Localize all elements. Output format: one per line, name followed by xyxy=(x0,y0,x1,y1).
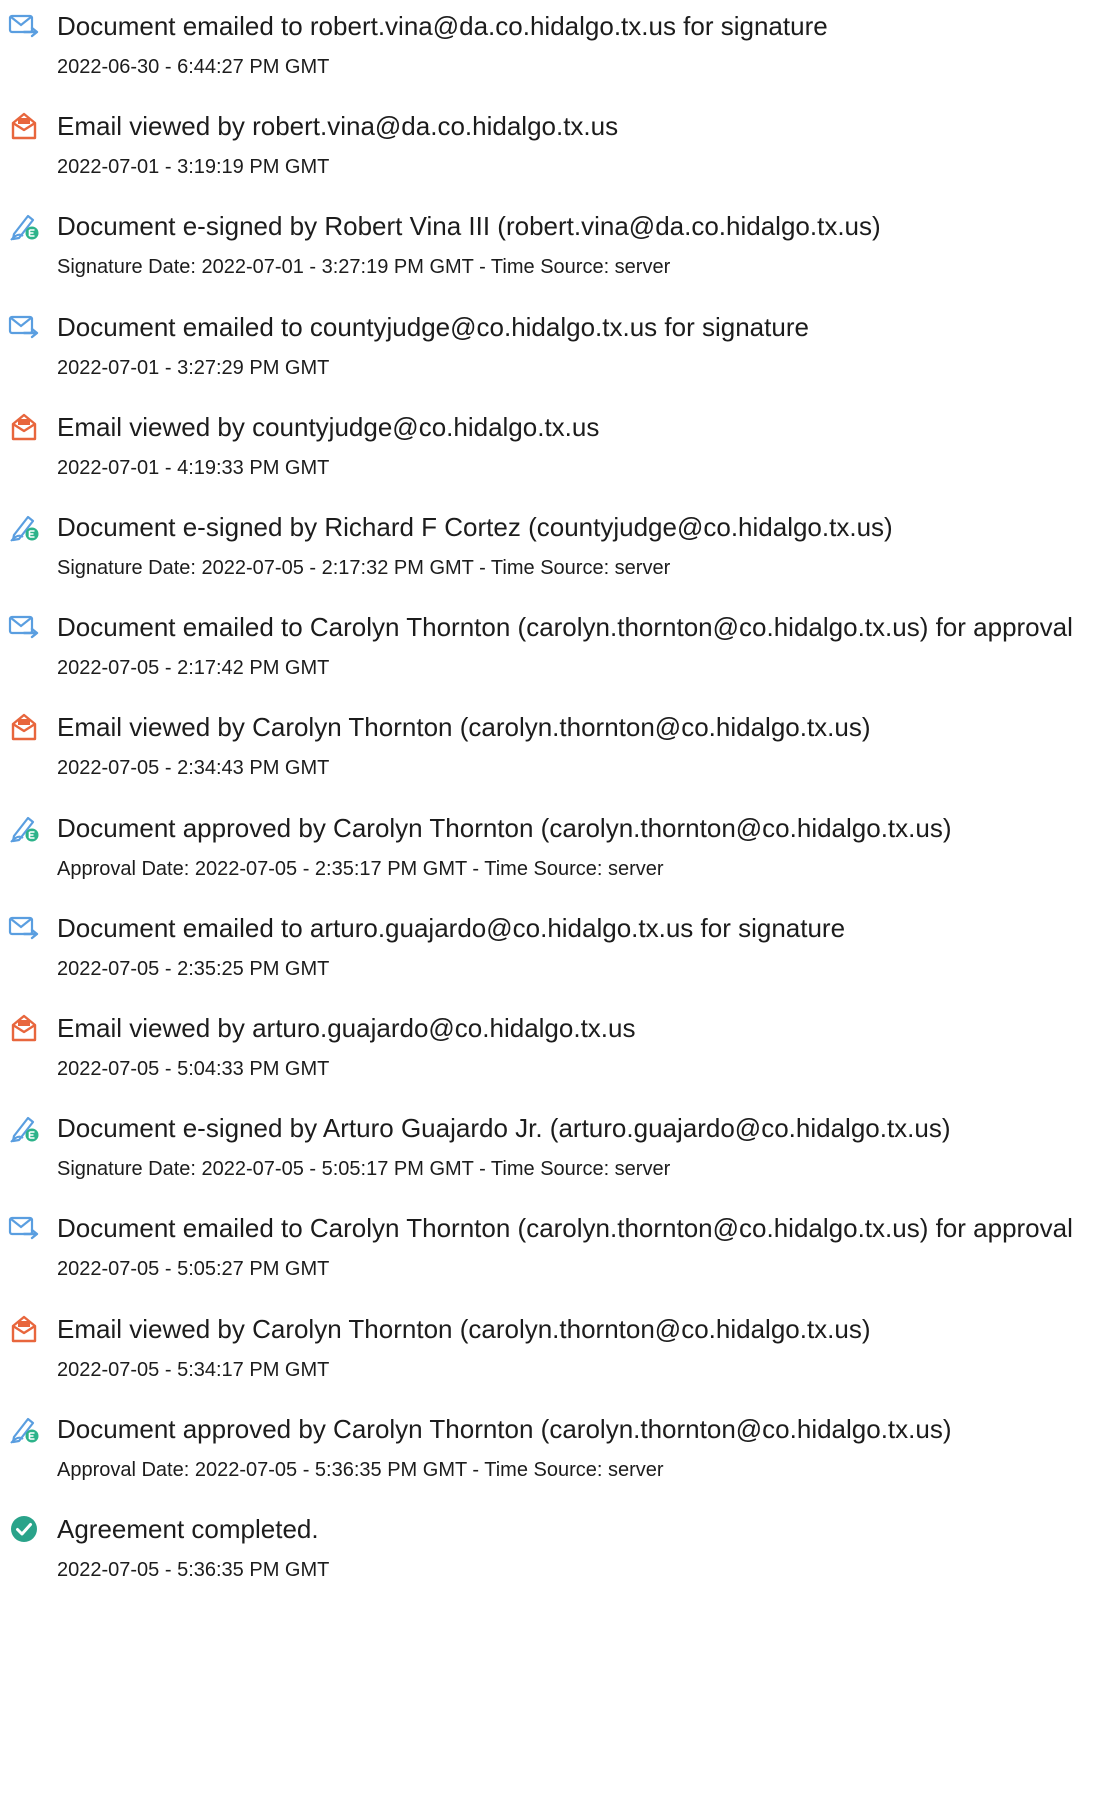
completed-check-icon xyxy=(8,1513,40,1545)
audit-event-emailed xyxy=(0,1206,1100,1306)
audit-event-signed xyxy=(0,806,1100,906)
audit-event-emailed xyxy=(0,906,1100,1006)
email-sent-icon xyxy=(8,912,40,944)
event-timestamp: Signature Date: 2022-07-05 - 5:05:17 PM GMT - Time Source: server xyxy=(57,1158,671,1180)
event-title: Email viewed by arturo.guajardo@co.hidalgo.tx.us xyxy=(57,1013,636,1043)
event-title: Email viewed by Carolyn Thornton (carolyn.thornton@co.hidalgo.tx.us) xyxy=(57,712,871,742)
event-timestamp: Signature Date: 2022-07-05 - 2:17:32 PM GMT - Time Source: server xyxy=(57,557,671,579)
event-timestamp: 2022-07-05 - 2:17:42 PM GMT xyxy=(57,657,330,679)
email-viewed-icon xyxy=(8,1012,40,1044)
audit-event-completed xyxy=(0,1507,1100,1607)
event-title: Document emailed to robert.vina@da.co.hidalgo.tx.us for signature xyxy=(57,11,828,41)
event-title: Email viewed by Carolyn Thornton (carolyn.thornton@co.hidalgo.tx.us) xyxy=(57,1314,871,1344)
email-viewed-icon xyxy=(8,110,40,142)
event-timestamp: 2022-07-01 - 4:19:33 PM GMT xyxy=(57,457,330,479)
audit-event-signed xyxy=(0,1407,1100,1507)
event-title: Email viewed by countyjudge@co.hidalgo.tx.us xyxy=(57,412,600,442)
event-title: Document emailed to arturo.guajardo@co.hidalgo.tx.us for signature xyxy=(57,913,846,943)
event-title: Document emailed to countyjudge@co.hidalgo.tx.us for signature xyxy=(57,312,809,342)
event-title: Document e-signed by Richard F Cortez (countyjudge@co.hidalgo.tx.us) xyxy=(57,512,893,542)
audit-event-viewed xyxy=(0,1307,1100,1407)
approve-icon xyxy=(8,812,40,844)
email-viewed-icon xyxy=(8,411,40,443)
event-title: Document e-signed by Robert Vina III (robert.vina@da.co.hidalgo.tx.us) xyxy=(57,211,881,241)
event-timestamp: Approval Date: 2022-07-05 - 2:35:17 PM GMT - Time Source: server xyxy=(57,858,664,880)
audit-event-signed xyxy=(0,204,1100,304)
event-timestamp: 2022-07-05 - 2:35:25 PM GMT xyxy=(57,958,330,980)
email-viewed-icon xyxy=(8,711,40,743)
event-timestamp: 2022-07-05 - 5:04:33 PM GMT xyxy=(57,1058,330,1080)
email-viewed-icon xyxy=(8,1313,40,1345)
audit-event-viewed xyxy=(0,405,1100,505)
audit-event-emailed xyxy=(0,4,1100,104)
event-title: Document emailed to Carolyn Thornton (carolyn.thornton@co.hidalgo.tx.us) for approval xyxy=(57,1213,1073,1243)
event-timestamp: 2022-07-05 - 5:36:35 PM GMT xyxy=(57,1559,330,1581)
event-timestamp: 2022-07-05 - 5:34:17 PM GMT xyxy=(57,1359,330,1381)
audit-event-signed xyxy=(0,1106,1100,1206)
email-sent-icon xyxy=(8,611,40,643)
event-title: Email viewed by robert.vina@da.co.hidalgo.tx.us xyxy=(57,111,619,141)
audit-event-viewed xyxy=(0,705,1100,805)
audit-event-viewed xyxy=(0,1006,1100,1106)
event-timestamp: 2022-06-30 - 6:44:27 PM GMT xyxy=(57,56,330,78)
esign-icon xyxy=(8,210,40,242)
event-timestamp: Signature Date: 2022-07-01 - 3:27:19 PM GMT - Time Source: server xyxy=(57,256,671,278)
esign-icon xyxy=(8,1112,40,1144)
email-sent-icon xyxy=(8,10,40,42)
audit-event-emailed xyxy=(0,605,1100,705)
event-timestamp: 2022-07-01 - 3:27:29 PM GMT xyxy=(57,357,330,379)
audit-event-signed xyxy=(0,505,1100,605)
event-title: Document e-signed by Arturo Guajardo Jr. (arturo.guajardo@co.hidalgo.tx.us) xyxy=(57,1113,951,1143)
esign-icon xyxy=(8,511,40,543)
audit-event-emailed xyxy=(0,305,1100,405)
email-sent-icon xyxy=(8,1212,40,1244)
approve-icon xyxy=(8,1413,40,1445)
event-timestamp: Approval Date: 2022-07-05 - 5:36:35 PM GMT - Time Source: server xyxy=(57,1459,664,1481)
event-title: Document approved by Carolyn Thornton (carolyn.thornton@co.hidalgo.tx.us) xyxy=(57,1414,952,1444)
event-title: Document emailed to Carolyn Thornton (carolyn.thornton@co.hidalgo.tx.us) for approval xyxy=(57,612,1073,642)
event-timestamp: 2022-07-05 - 5:05:27 PM GMT xyxy=(57,1258,330,1280)
audit-event-viewed xyxy=(0,104,1100,204)
event-title: Document approved by Carolyn Thornton (carolyn.thornton@co.hidalgo.tx.us) xyxy=(57,813,952,843)
event-timestamp: 2022-07-05 - 2:34:43 PM GMT xyxy=(57,757,330,779)
event-title: Agreement completed. xyxy=(57,1514,319,1544)
event-timestamp: 2022-07-01 - 3:19:19 PM GMT xyxy=(57,156,330,178)
email-sent-icon xyxy=(8,311,40,343)
